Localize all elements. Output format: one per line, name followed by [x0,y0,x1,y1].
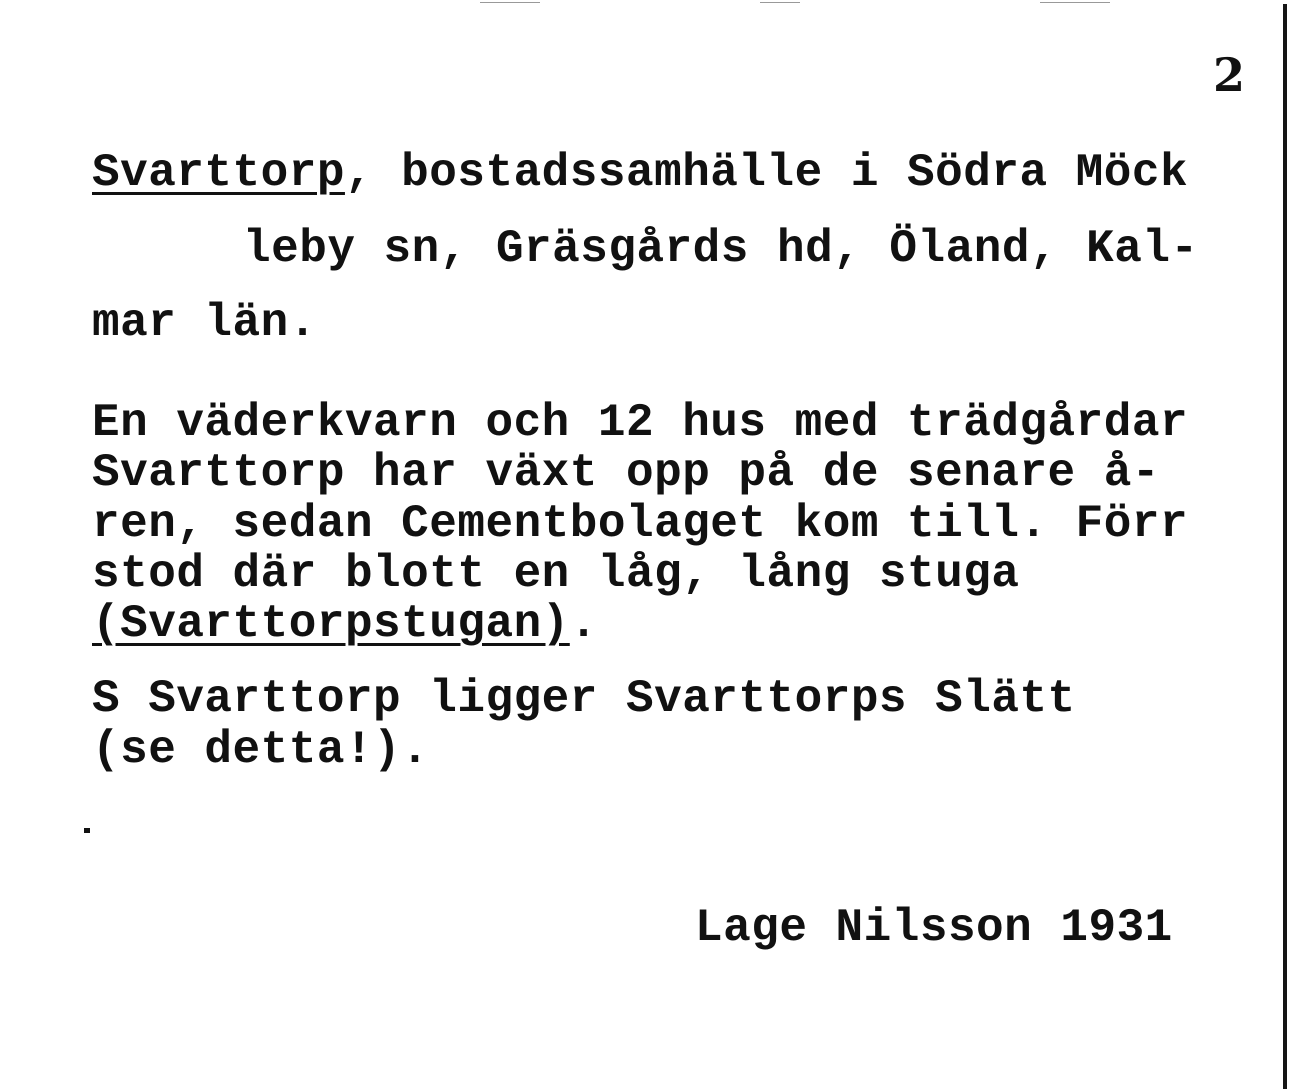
paragraph1-line-3: ren, sedan Cementbolaget kom till. Förr [92,498,1189,550]
ink-speck [84,828,90,833]
paragraph2-line-1: S Svarttorp ligger Svarttorps Slätt [92,673,1076,725]
entry-heading-line [92,147,1189,199]
paragraph1-line-4: stod där blott en låg, lång stuga [92,548,1020,600]
place-name-heading: Svarttorp [92,147,345,199]
paragraph1-line-1: En väderkvarn och 12 hus med trädgårdar [92,397,1189,449]
top-edge-mark [1040,2,1110,3]
page-number: 2 [1213,48,1246,102]
paragraph1-line-5 [92,598,598,650]
paragraph2-line-2: (se detta!). [92,724,430,776]
entry-heading-rest: , bostadssamhälle i Södra Möck [344,147,1189,199]
paragraph1-line-5-end: . [569,598,598,650]
underlined-place-name: (Svarttorpstugan) [92,598,570,650]
card-edge-line [1283,4,1287,1089]
top-edge-mark [760,2,800,3]
entry-line-3: mar län. [92,297,317,349]
signature: Lage Nilsson 1931 [695,902,1173,954]
paragraph1-line-2: Svarttorp har växt opp på de senare å- [92,447,1160,499]
entry-line-2: leby sn, Gräsgårds hd, Öland, Kal- [243,223,1199,275]
top-edge-mark [480,2,540,3]
